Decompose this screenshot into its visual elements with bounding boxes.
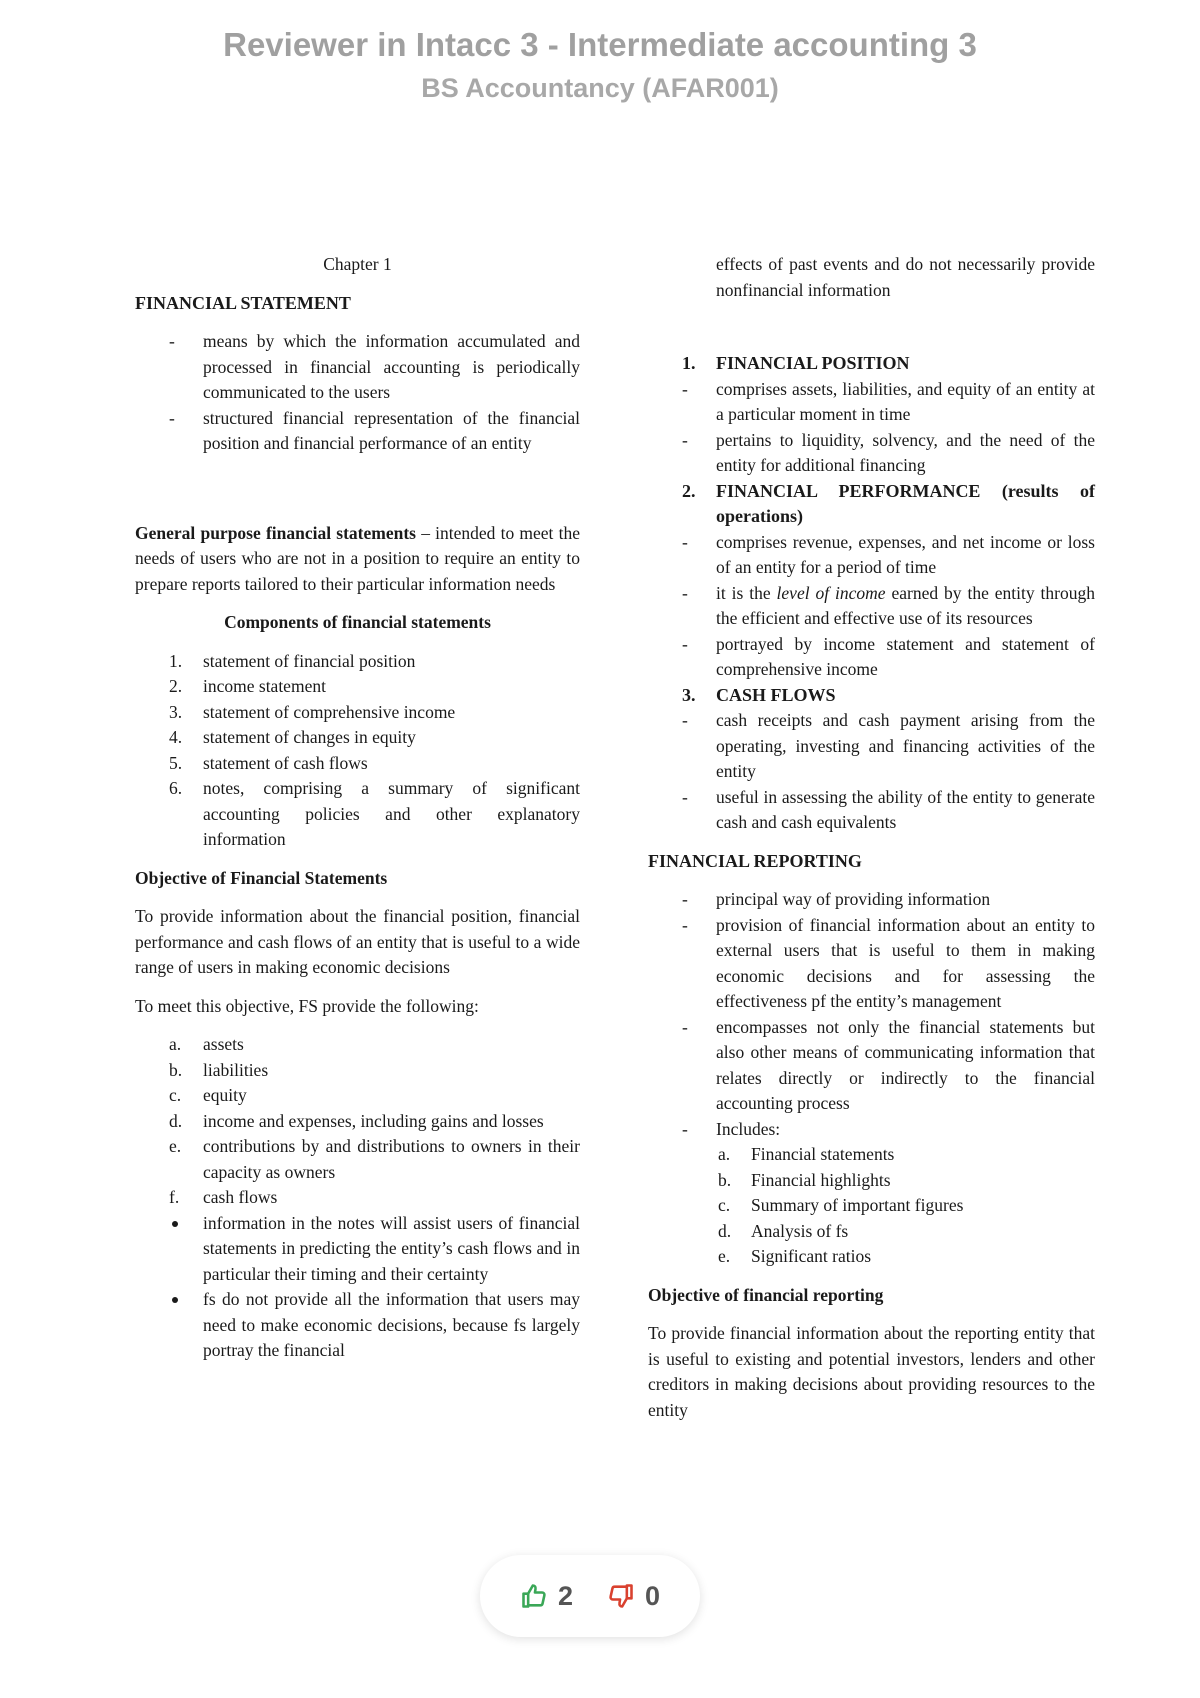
document-header [0,22,1200,108]
fs-objective-text: To provide information about the financial position, financial performance and cash flows of an entity that is useful to a wide range of users in making economic decisions [135,906,580,977]
list-item: 6. notes, comprising a summary of significant accounting policies and other explanatory information [169,778,580,849]
fs-heading: FINANCIAL STATEMENT [135,292,351,313]
list-item: - cash receipts and cash payment arising from the operating, investing and financing activities of the entity [682,710,1095,781]
left-column [135,252,580,1364]
position-section [648,351,1095,479]
list-item: - portrayed by income statement and statement of comprehensive income [682,633,1095,679]
cash-list [648,708,1095,836]
list-item: c. equity [169,1085,247,1105]
position-list [648,377,1095,479]
includes-list [648,1142,1095,1270]
list-item: - Includes: [682,1118,781,1139]
list-item: c. Summary of important figures [718,1195,964,1215]
list-item: - structured financial representation of the financial position and financial performance of an entity [169,407,580,453]
list-item: information in the notes will assist users of financial statements in predicting the entity’s cash flows and in particular their timing and their certainty [135,1211,580,1288]
list-item: - useful in assessing the ability of the entity to generate cash and cash equivalents [682,786,1095,832]
reporting-objective-text: To provide financial information about the reporting entity that is useful to existing and potential investors, lenders and other creditors in making decisions about providing resources to the entity [648,1323,1095,1420]
list-item: a. Financial statements [718,1144,895,1164]
performance-list [648,530,1095,683]
vote-widget [480,1555,700,1637]
list-item: - provision of financial information about an entity to external users that is useful to them in making economic decisions and for assessing the effectiveness pf the entity’s management [682,914,1095,1011]
list-item: 1. statement of financial position [169,650,416,671]
right-column [648,252,1095,1423]
document-subtitle: BS Accountancy (AFAR001) [421,73,779,103]
list-item: 5. statement of cash flows [169,752,368,773]
list-item: e. contributions by and distributions to owners in their capacity as owners [169,1136,580,1182]
downvote-count: 0 [645,1580,661,1611]
list-item: b. Financial highlights [718,1169,891,1190]
provide-list [135,1032,580,1211]
fs-definition-list [135,329,580,457]
chapter-label: Chapter 1 [323,254,392,274]
continuation-text: effects of past events and do not necessarily provide nonfinancial information [716,254,1095,300]
components-list [135,649,580,853]
performance-section [648,479,1095,683]
list-item: b. liabilities [169,1059,269,1080]
position-heading: 1. FINANCIAL POSITION [682,353,910,373]
list-item: - comprises assets, liabilities, and equity of an entity at a particular moment in time [682,378,1095,424]
gpfs-text: – intended to meet the needs of users who are not in a position to require an entity to prepare reports tailored to their particular information needs [135,522,580,594]
thumbs-down-icon [607,1582,635,1610]
gpfs-term: General purpose financial statements [135,522,416,543]
list-item: - comprises revenue, expenses, and net income or loss of an entity for a period of time [682,531,1095,577]
bullet-icon [172,1297,178,1303]
cash-heading: 3. CASH FLOWS [682,684,836,705]
list-item: d. Analysis of fs [718,1220,849,1241]
downvote-button[interactable] [607,1581,660,1612]
list-item: a. assets [169,1034,244,1054]
list-item: - pertains to liquidity, solvency, and the need of the entity for additional financing [682,429,1095,475]
document-title: Reviewer in Intacc 3 - Intermediate accounting 3 [223,26,977,63]
fs-objective-heading: Objective of Financial Statements [135,867,388,888]
list-item: - it is the level of income earned by the entity through the efficient and effective use of its resources [682,582,1095,628]
reporting-heading: FINANCIAL REPORTING [648,850,862,871]
list-item: - principal way of providing information [682,889,991,909]
performance-heading: 2. FINANCIAL PERFORMANCE (results of operations) [682,480,1095,526]
gpfs-paragraph [135,521,580,598]
list-item: - encompasses not only the financial statements but also other means of communicating information that relates directly or indirectly to the financial accounting process [682,1016,1095,1113]
list-item: fs do not provide all the information that users may need to make economic decisions, because fs largely portray the financial [135,1287,580,1364]
bullet-icon [172,1221,178,1227]
list-item: f. cash flows [169,1187,278,1207]
meet-objective-text: To meet this objective, FS provide the following: [135,995,479,1016]
list-item: d. income and expenses, including gains and losses [169,1110,544,1131]
reporting-objective-heading: Objective of financial reporting [648,1284,884,1305]
list-item: 4. statement of changes in equity [169,727,416,747]
components-heading: Components of financial statements [224,612,491,632]
list-item: e. Significant ratios [718,1246,872,1266]
cash-section [648,683,1095,836]
thumbs-up-icon [520,1582,548,1610]
upvote-button[interactable] [520,1581,573,1612]
reporting-list [648,887,1095,1142]
notes-bullet-list [135,1211,580,1364]
list-item: 2. income statement [169,676,326,696]
list-item: 3. statement of comprehensive income [169,701,456,722]
list-item: - means by which the information accumulated and processed in financial accounting is periodically communicated to the users [169,331,580,402]
upvote-count: 2 [557,1580,573,1611]
